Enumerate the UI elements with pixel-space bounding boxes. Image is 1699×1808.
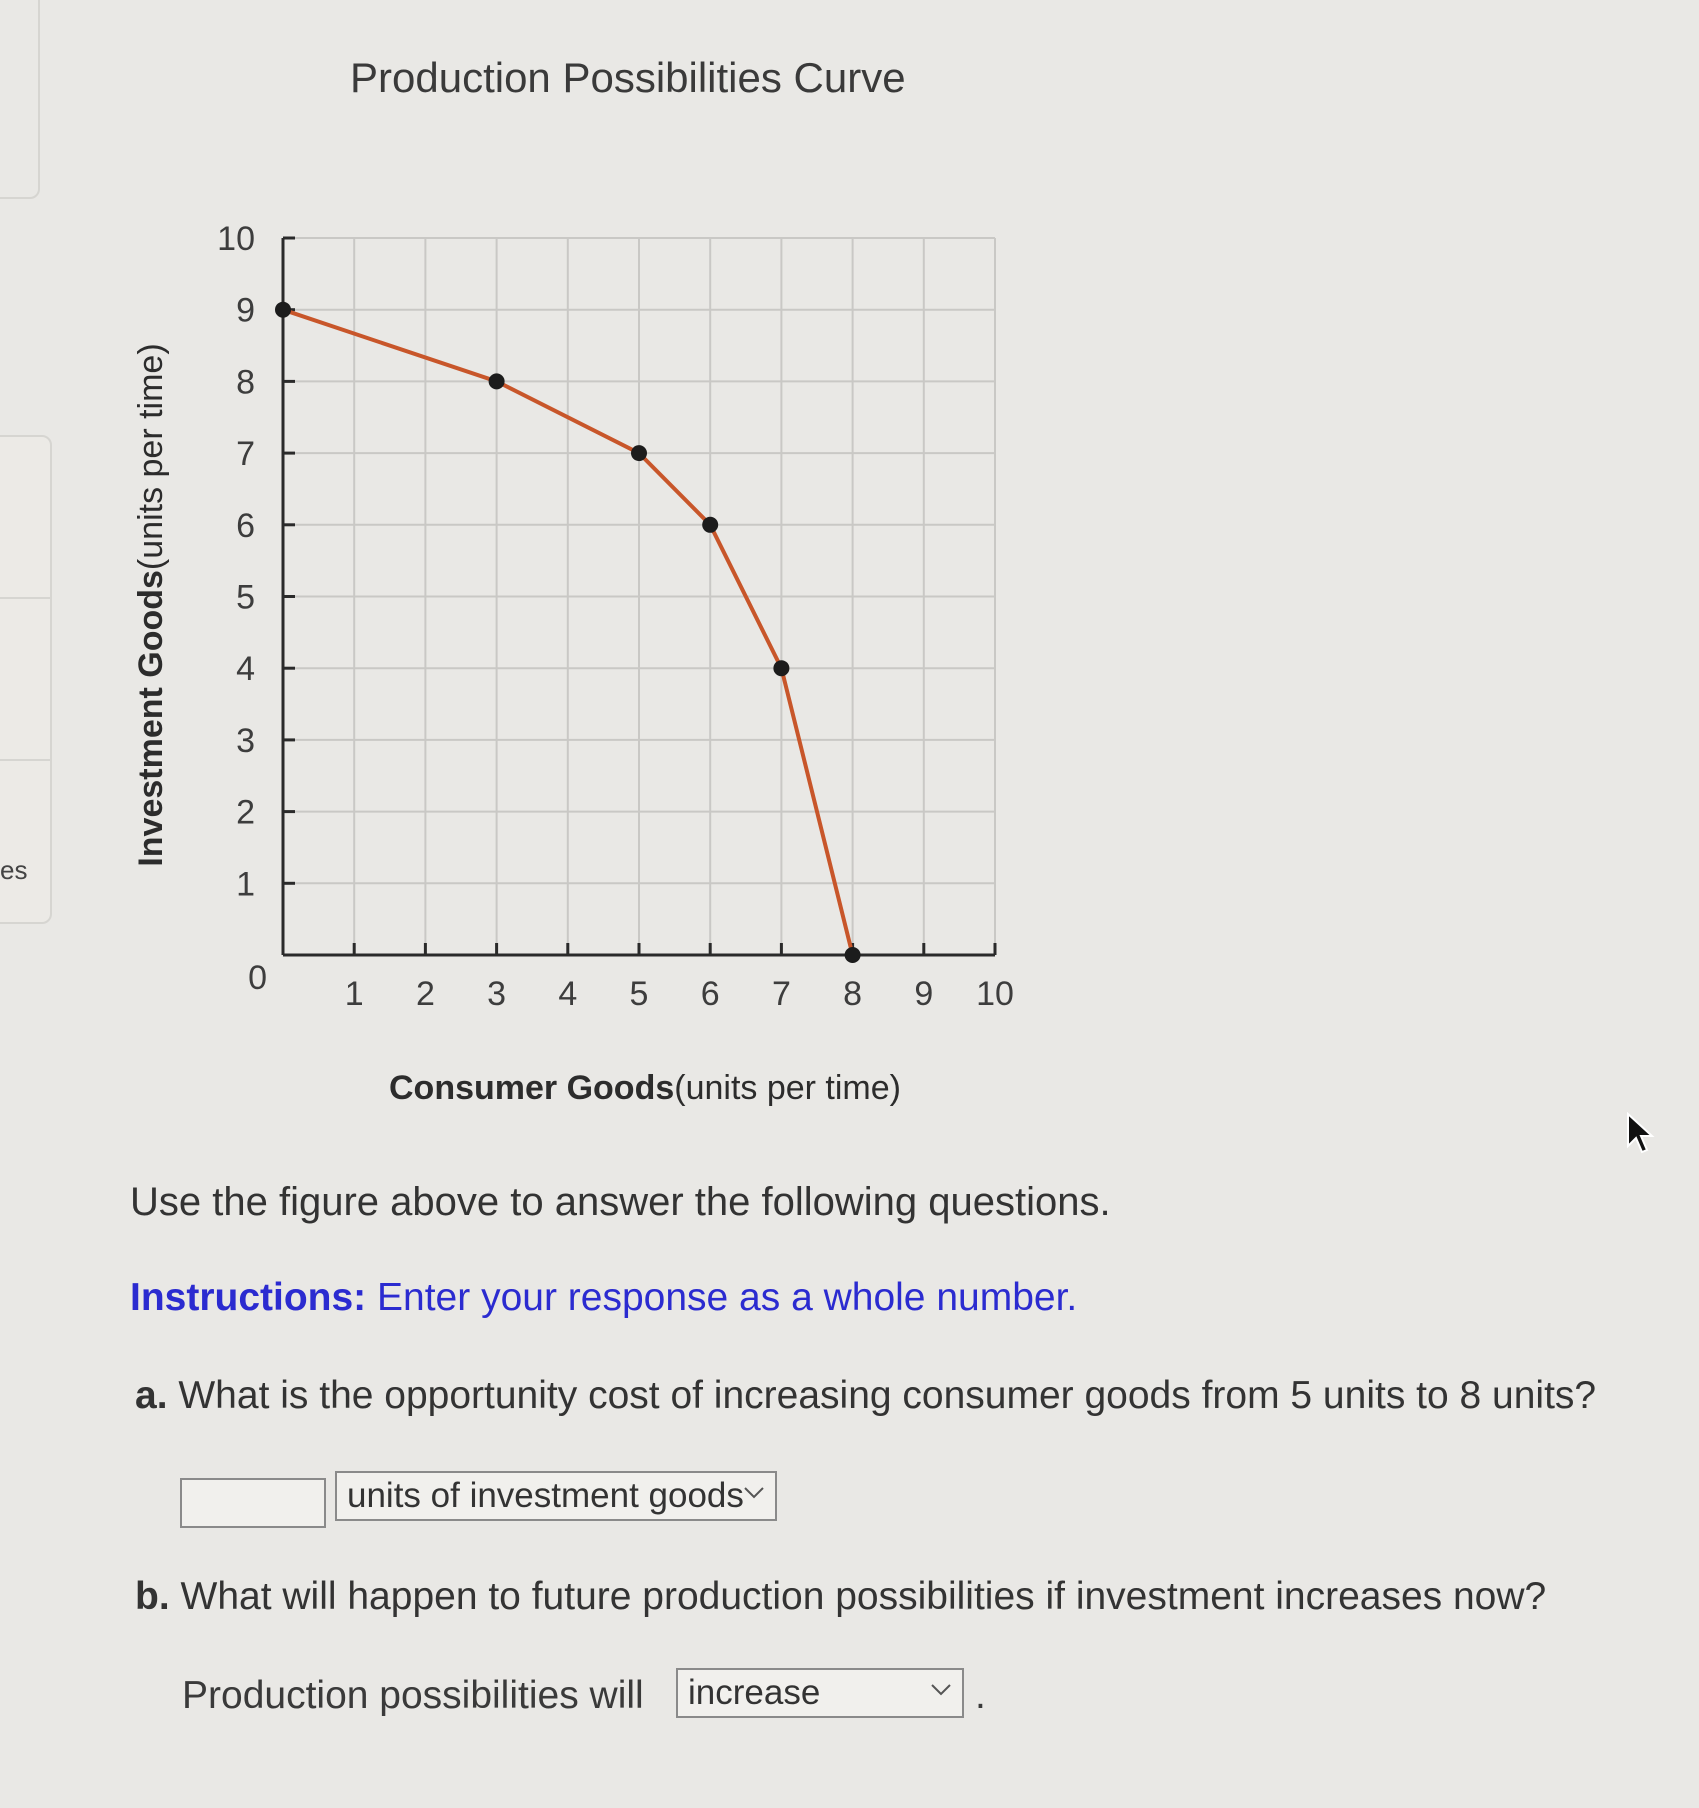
fill-label: Production possibilities will (182, 1674, 644, 1717)
x-tick-label: 9 (914, 975, 934, 1013)
ppc-point (631, 445, 647, 461)
ppc-point (773, 660, 789, 676)
ppc-point (702, 517, 718, 533)
chart-ticks (217, 220, 1014, 1013)
x-tick-label: 2 (415, 975, 435, 1013)
x-axis-title-bold: Consumer Goods (389, 1069, 675, 1107)
unit-select[interactable] (335, 1471, 777, 1521)
y-tick-label: 3 (236, 721, 255, 760)
unit-select-value: units of investment goods (347, 1476, 744, 1515)
y-tick-label: 10 (217, 220, 255, 258)
x-axis-title-rest: (units per time) (674, 1069, 901, 1107)
question-a-letter: a. (135, 1374, 168, 1417)
y-tick-label: 7 (236, 435, 255, 474)
x-tick-label: 7 (771, 975, 791, 1013)
x-tick-label: 5 (629, 975, 649, 1013)
chevron-down-icon (930, 1683, 952, 1697)
ppc-point (845, 947, 861, 963)
origin-label: 0 (248, 959, 267, 997)
intro-text: Use the figure above to answer the following questions. (130, 1180, 1111, 1224)
question-b-text: What will happen to future production possibilities if investment increases now? (180, 1575, 1547, 1618)
question-b (135, 1575, 1546, 1619)
mouse-cursor-icon (1626, 1112, 1656, 1156)
question-a-text: What is the opportunity cost of increasing consumer goods from 5 units to 8 units? (178, 1374, 1597, 1417)
instructions-label: Instructions: (130, 1276, 367, 1319)
question-b-letter: b. (135, 1575, 170, 1618)
y-axis-title-rest: (units per time) (132, 343, 170, 571)
y-tick-label: 9 (236, 291, 255, 330)
y-tick-label: 1 (236, 865, 255, 904)
chevron-down-icon (743, 1486, 765, 1500)
y-tick-label: 4 (236, 650, 255, 689)
y-axis-title-bold: Investment Goods (132, 570, 170, 867)
x-tick-label: 1 (344, 975, 364, 1013)
y-tick-label: 2 (236, 793, 255, 832)
x-tick-label: 3 (487, 975, 507, 1013)
x-tick-label: 10 (976, 975, 1014, 1013)
answer-a-input[interactable] (180, 1478, 326, 1528)
sentence-period: . (975, 1674, 986, 1717)
side-partial-label: es (0, 855, 28, 885)
change-select[interactable] (676, 1668, 964, 1718)
ppc-point (489, 373, 505, 389)
y-axis-title (132, 343, 170, 866)
y-tick-label: 8 (236, 363, 255, 402)
chart-title: Production Possibilities Curve (350, 54, 906, 101)
ppc-point (275, 302, 291, 318)
y-tick-label: 6 (236, 506, 255, 545)
change-select-value: increase (688, 1673, 821, 1712)
instructions (130, 1276, 1077, 1320)
x-tick-label: 6 (700, 975, 720, 1013)
x-axis-title (389, 1069, 901, 1107)
instructions-text: Enter your response as a whole number. (377, 1276, 1078, 1319)
question-a (135, 1374, 1596, 1418)
y-tick-label: 5 (236, 578, 255, 617)
ppc-chart (0, 0, 1100, 1130)
x-tick-label: 4 (558, 975, 578, 1013)
x-tick-label: 8 (843, 975, 863, 1013)
